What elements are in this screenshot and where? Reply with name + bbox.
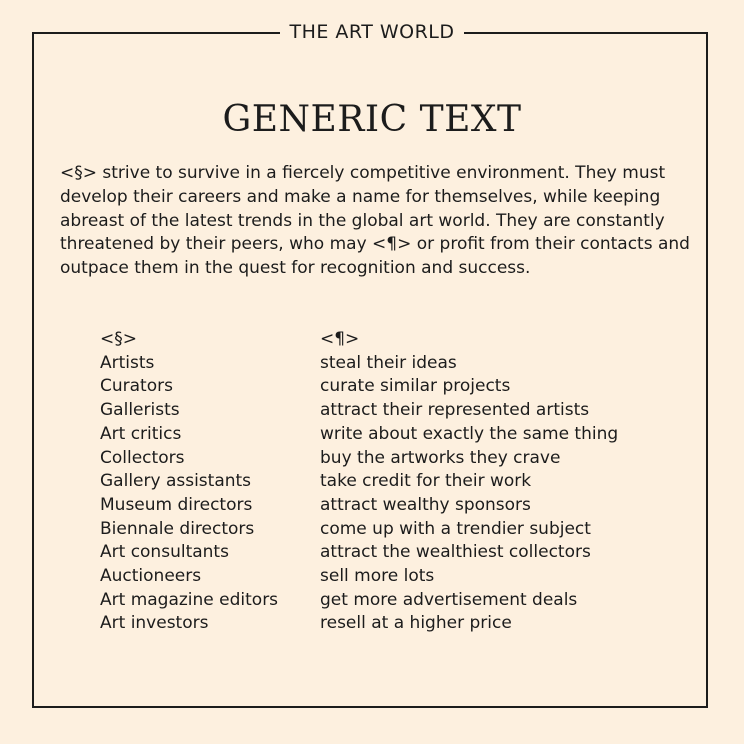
subject-cell: Gallery assistants bbox=[100, 471, 252, 492]
action-cell: sell more lots bbox=[320, 566, 435, 587]
subject-cell: Artists bbox=[100, 352, 155, 373]
action-cell: resell at a higher price bbox=[320, 613, 512, 634]
action-cell: curate similar projects bbox=[320, 376, 511, 397]
subject-cell: Biennale directors bbox=[100, 518, 255, 539]
subject-cell: Art investors bbox=[100, 613, 209, 634]
action-cell: attract their represented artists bbox=[320, 400, 590, 421]
subject-cell: Collectors bbox=[100, 447, 185, 468]
substitution-table bbox=[100, 328, 618, 636]
action-cell: steal their ideas bbox=[320, 352, 457, 373]
table-row bbox=[100, 352, 618, 376]
action-cell: take credit for their work bbox=[320, 471, 532, 492]
table-row bbox=[100, 589, 618, 613]
subject-cell: Museum directors bbox=[100, 494, 253, 515]
column-header-action: <¶> bbox=[320, 329, 360, 349]
table-row bbox=[100, 494, 618, 518]
action-cell: write about exactly the same thing bbox=[320, 423, 619, 444]
subject-cell: Art consultants bbox=[100, 542, 229, 563]
header bbox=[0, 19, 744, 46]
subject-cell: Curators bbox=[100, 376, 173, 397]
table-header-row bbox=[100, 328, 618, 352]
action-cell: come up with a trendier subject bbox=[320, 518, 591, 539]
action-cell: buy the artworks they crave bbox=[320, 447, 561, 468]
body-paragraph: <§> strive to survive in a fiercely competitive environment. They must develop their careers and make a name for themselves, while keeping abreast of the latest trends in the global art world. They are constantly threatened by their peers, who may <¶> or profit from their contacts and outpace them in the quest for recognition and success. bbox=[60, 163, 690, 279]
table-row bbox=[100, 541, 618, 565]
table-row bbox=[100, 470, 618, 494]
subject-cell: Gallerists bbox=[100, 400, 180, 421]
table-row bbox=[100, 375, 618, 399]
table-row bbox=[100, 612, 618, 636]
subject-cell: Auctioneers bbox=[100, 566, 202, 587]
action-cell: attract the wealthiest collectors bbox=[320, 542, 591, 563]
table-row bbox=[100, 518, 618, 542]
subject-cell: Art critics bbox=[100, 423, 182, 444]
header-label: THE ART WORLD bbox=[280, 21, 463, 43]
subject-cell: Art magazine editors bbox=[100, 589, 279, 610]
table-row bbox=[100, 399, 618, 423]
page-title: GENERIC TEXT bbox=[222, 99, 522, 140]
table-row bbox=[100, 447, 618, 471]
action-cell: attract wealthy sponsors bbox=[320, 494, 531, 515]
table-row bbox=[100, 565, 618, 589]
table-row bbox=[100, 423, 618, 447]
column-header-subject: <§> bbox=[100, 329, 137, 349]
action-cell: get more advertisement deals bbox=[320, 589, 578, 610]
